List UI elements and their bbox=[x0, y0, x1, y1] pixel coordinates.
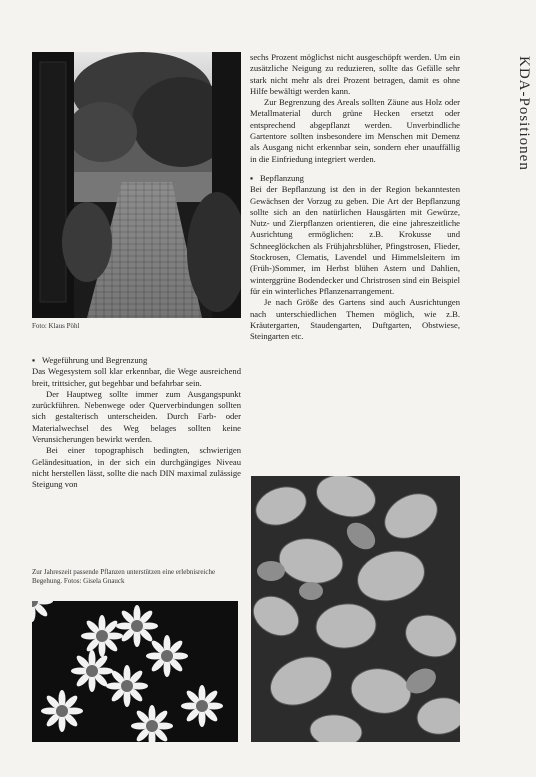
daisies-image bbox=[32, 601, 238, 742]
right-column bbox=[250, 52, 460, 342]
paragraph: Der Hauptweg sollte immer zum Ausgangspunkt zurückführen. Nebenwege oder Querverbindungen sollten sich gestalterisch unterscheiden. Durch Farb- oder Materialwechsel des Weg belages sollten keine Verunsicherungen bewirkt werden. bbox=[32, 388, 241, 445]
paragraph: Das Wegesystem soll klar erkennbar, die Wege ausreichend breit, trittsicher, gut begehbar und befahrbar sein. bbox=[32, 366, 241, 388]
garden-path-photo bbox=[32, 52, 241, 318]
daisies-photo bbox=[32, 601, 238, 742]
paragraph: Zur Begrenzung des Areals sollten Zäune aus Holz oder Metallmaterial durch grüne Hecken ersetzt oder entsprechend abgepflanzt werden. Unverbindliche Gartentore sollten insbesondere im Menschen mit Demenz als Ausgang nicht erkennbar sein, sondern eher unauffällig in die Einfriedung integriert werden. bbox=[250, 97, 460, 164]
section-heading-text: Bepflanzung bbox=[260, 172, 304, 183]
section-heading-bepflanzung: ▪ Bepflanzung bbox=[250, 172, 304, 183]
photo-credit-1: Foto: Klaus Pöhl bbox=[32, 322, 80, 330]
side-title: KDA-Positionen bbox=[516, 56, 532, 171]
paragraph: Bei einer topographisch bedingten, schwierigen Geländesituation, in der sich ein durchgängiges Niveau nicht herstellen lässt, sollte die nach DIN maximal zulässige Steigung von bbox=[32, 445, 241, 490]
section-heading-wegefuehrung: ▪ Wegeführung und Begrenzung bbox=[32, 355, 148, 365]
paragraph: sechs Prozent möglichst nicht ausgeschöpft werden. Um ein zusätzliche Neigung zu reduzieren, sollte das Gefälle sehr stark nicht mehr als drei Prozent betragen, damit es ohne Hilfe bewältigt werden kann. bbox=[250, 52, 460, 96]
garden-path-image bbox=[32, 52, 241, 318]
photo-credit-2: Zur Jahreszeit passende Pflanzen unterstützen eine erlebnisreiche Begehung. Fotos: Gisela Gnauck bbox=[32, 568, 216, 585]
paragraph: Bei der Bepflanzung ist den in der Region bekanntesten Gewächsen der Vorzug zu geben. Die Art der Bepflanzung sollte sich an den natürlichen Hausgärten mit Gewürze, Nutz- und Zierpflanzen orientieren, die eine jahreszeitliche Ausrichtung ermöglichen: z.B. Krokusse und Schneeglöckchen als Frühjahrsblüher, Pfingstrosen, Flieder, Stockrosen, Clematis, Lavendel und Himmelsleitern im (Früh-)Sommer, im Herbst blühen Astern und Dahlien, winterggrüne Bodendecker und Christrosen sind ein Beispiel für ein winterliches Pflanzenarrangement. bbox=[250, 184, 460, 296]
paragraph: Je nach Größe des Gartens sind auch Ausrichtungen nach unterschiedlichen Themen möglich, wie z.B. Kräutergarten, Staudengarten, Duftgarten, Obstwiese, Steingarten etc. bbox=[250, 297, 460, 342]
left-column bbox=[32, 355, 241, 491]
foliage-photo bbox=[251, 476, 460, 742]
foliage-image bbox=[251, 476, 460, 742]
section-heading-text: Wegeführung und Begrenzung bbox=[42, 355, 148, 365]
